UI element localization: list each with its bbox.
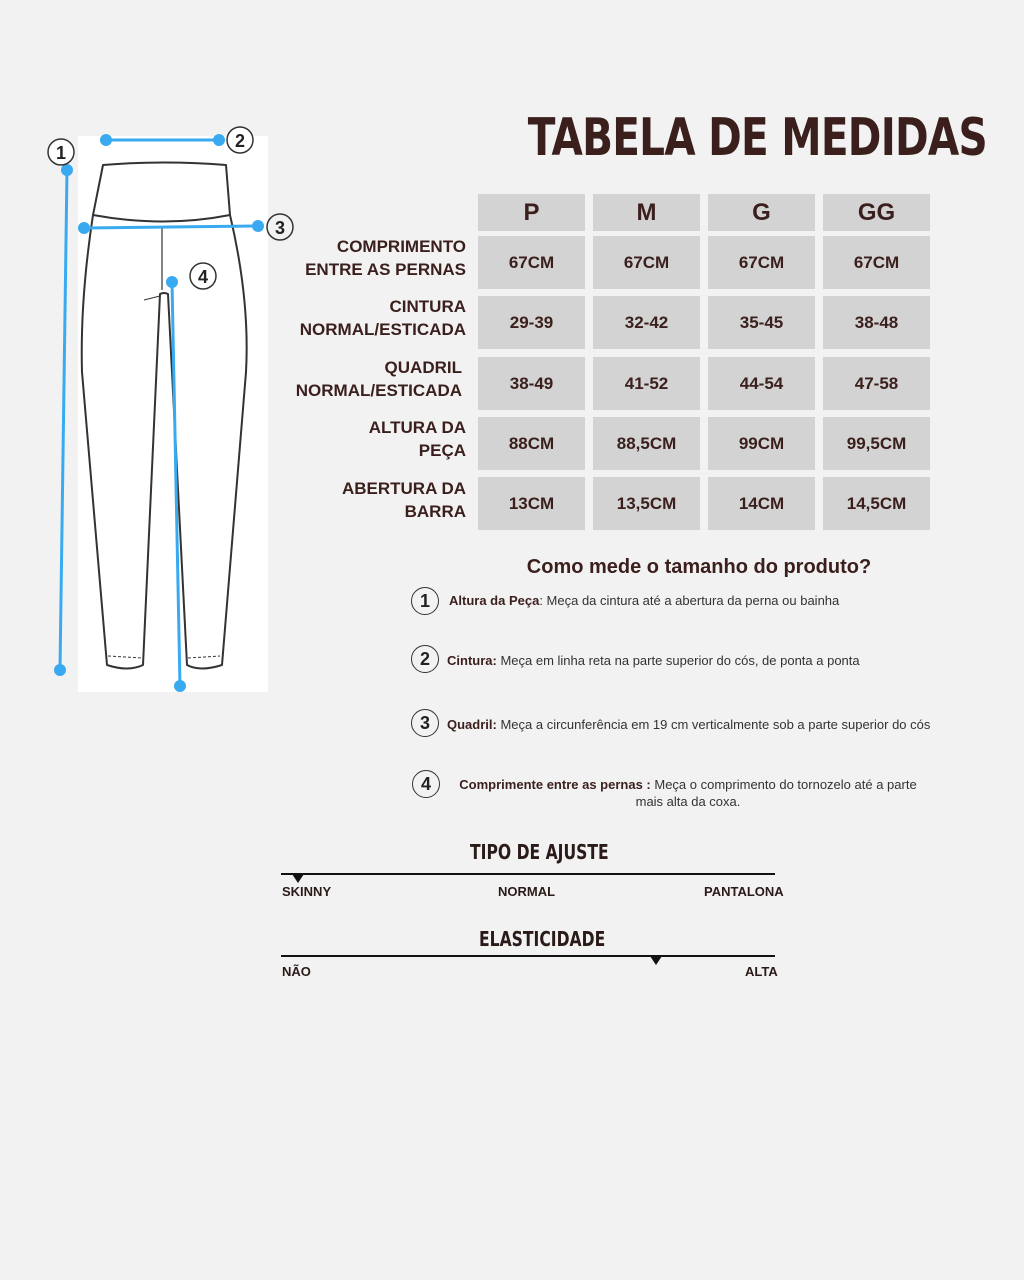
- table-cell: 99,5CM: [823, 417, 930, 470]
- table-cell: 67CM: [823, 236, 930, 289]
- table-cell: 14CM: [708, 477, 815, 530]
- step-2-text: Cintura: Meça em linha reta na parte superior do cós, de ponta a ponta: [447, 653, 860, 668]
- table-cell: 29-39: [478, 296, 585, 349]
- table-cell: 44-54: [708, 357, 815, 410]
- step-4-text: Comprimente entre as pernas : Meça o comprimento do tornozelo até a parte mais alta da coxa.: [459, 777, 917, 809]
- fit-label-pantalona: PANTALONA: [704, 884, 784, 899]
- table-cell: 13CM: [478, 477, 585, 530]
- step-number-3: 3: [411, 709, 439, 737]
- fit-scale-line: [281, 873, 775, 875]
- fit-scale-title: TIPO DE AJUSTE: [470, 840, 609, 864]
- table-cell: 67CM: [708, 236, 815, 289]
- table-cell: 38-49: [478, 357, 585, 410]
- table-cell: 99CM: [708, 417, 815, 470]
- size-header-gg: GG: [823, 194, 930, 231]
- guide-1-line: [60, 170, 67, 670]
- elasticity-label-nao: NÃO: [282, 964, 311, 979]
- step-number-2: 2: [411, 645, 439, 673]
- guide-number-1: 1: [55, 143, 67, 163]
- fit-marker-icon: [292, 874, 304, 883]
- table-cell: 13,5CM: [593, 477, 700, 530]
- size-header-g: G: [708, 194, 815, 231]
- step-number-1: 1: [411, 587, 439, 615]
- row-label-quadril: QUADRIL NORMAL/ESTICADA: [295, 358, 462, 400]
- table-cell: 88,5CM: [593, 417, 700, 470]
- guide-3-line: [84, 226, 258, 228]
- fit-label-skinny: SKINNY: [282, 884, 332, 899]
- guide-number-4: 4: [197, 267, 209, 287]
- elasticity-scale-line: [281, 955, 775, 957]
- size-header-m: M: [593, 194, 700, 231]
- step-number-4: 4: [412, 770, 440, 798]
- elasticity-label-alta: ALTA: [745, 964, 778, 979]
- table-cell: 32-42: [593, 296, 700, 349]
- how-to-measure-title: Como mede o tamanho do produto?: [526, 556, 872, 578]
- table-cell: 35-45: [708, 296, 815, 349]
- size-header-p: P: [478, 194, 585, 231]
- fit-label-normal: NORMAL: [498, 884, 556, 899]
- page-title: TABELA DE MEDIDAS: [527, 108, 987, 168]
- guide-number-2: 2: [234, 131, 246, 151]
- step-3-text: Quadril: Meça a circunferência em 19 cm verticalmente sob a parte superior do cós: [447, 717, 931, 732]
- leggings-measurement-diagram: [0, 0, 300, 720]
- table-cell: 67CM: [478, 236, 585, 289]
- table-cell: 14,5CM: [823, 477, 930, 530]
- row-label-comprimento: COMPRIMENTO ENTRE AS PERNAS: [305, 237, 466, 279]
- table-cell: 47-58: [823, 357, 930, 410]
- elasticity-marker-icon: [650, 956, 662, 965]
- row-label-altura: ALTURA DA PEÇA: [368, 418, 466, 460]
- table-cell: 41-52: [593, 357, 700, 410]
- step-1-text: Altura da Peça: Meça da cintura até a abertura da perna ou bainha: [449, 593, 840, 608]
- row-label-cintura: CINTURA NORMAL/ESTICADA: [299, 297, 466, 339]
- guide-number-3: 3: [274, 218, 286, 238]
- elasticity-scale-title: ELASTICIDADE: [479, 927, 606, 951]
- table-cell: 88CM: [478, 417, 585, 470]
- row-label-abertura: ABERTURA DA BARRA: [341, 479, 466, 521]
- table-cell: 38-48: [823, 296, 930, 349]
- table-cell: 67CM: [593, 236, 700, 289]
